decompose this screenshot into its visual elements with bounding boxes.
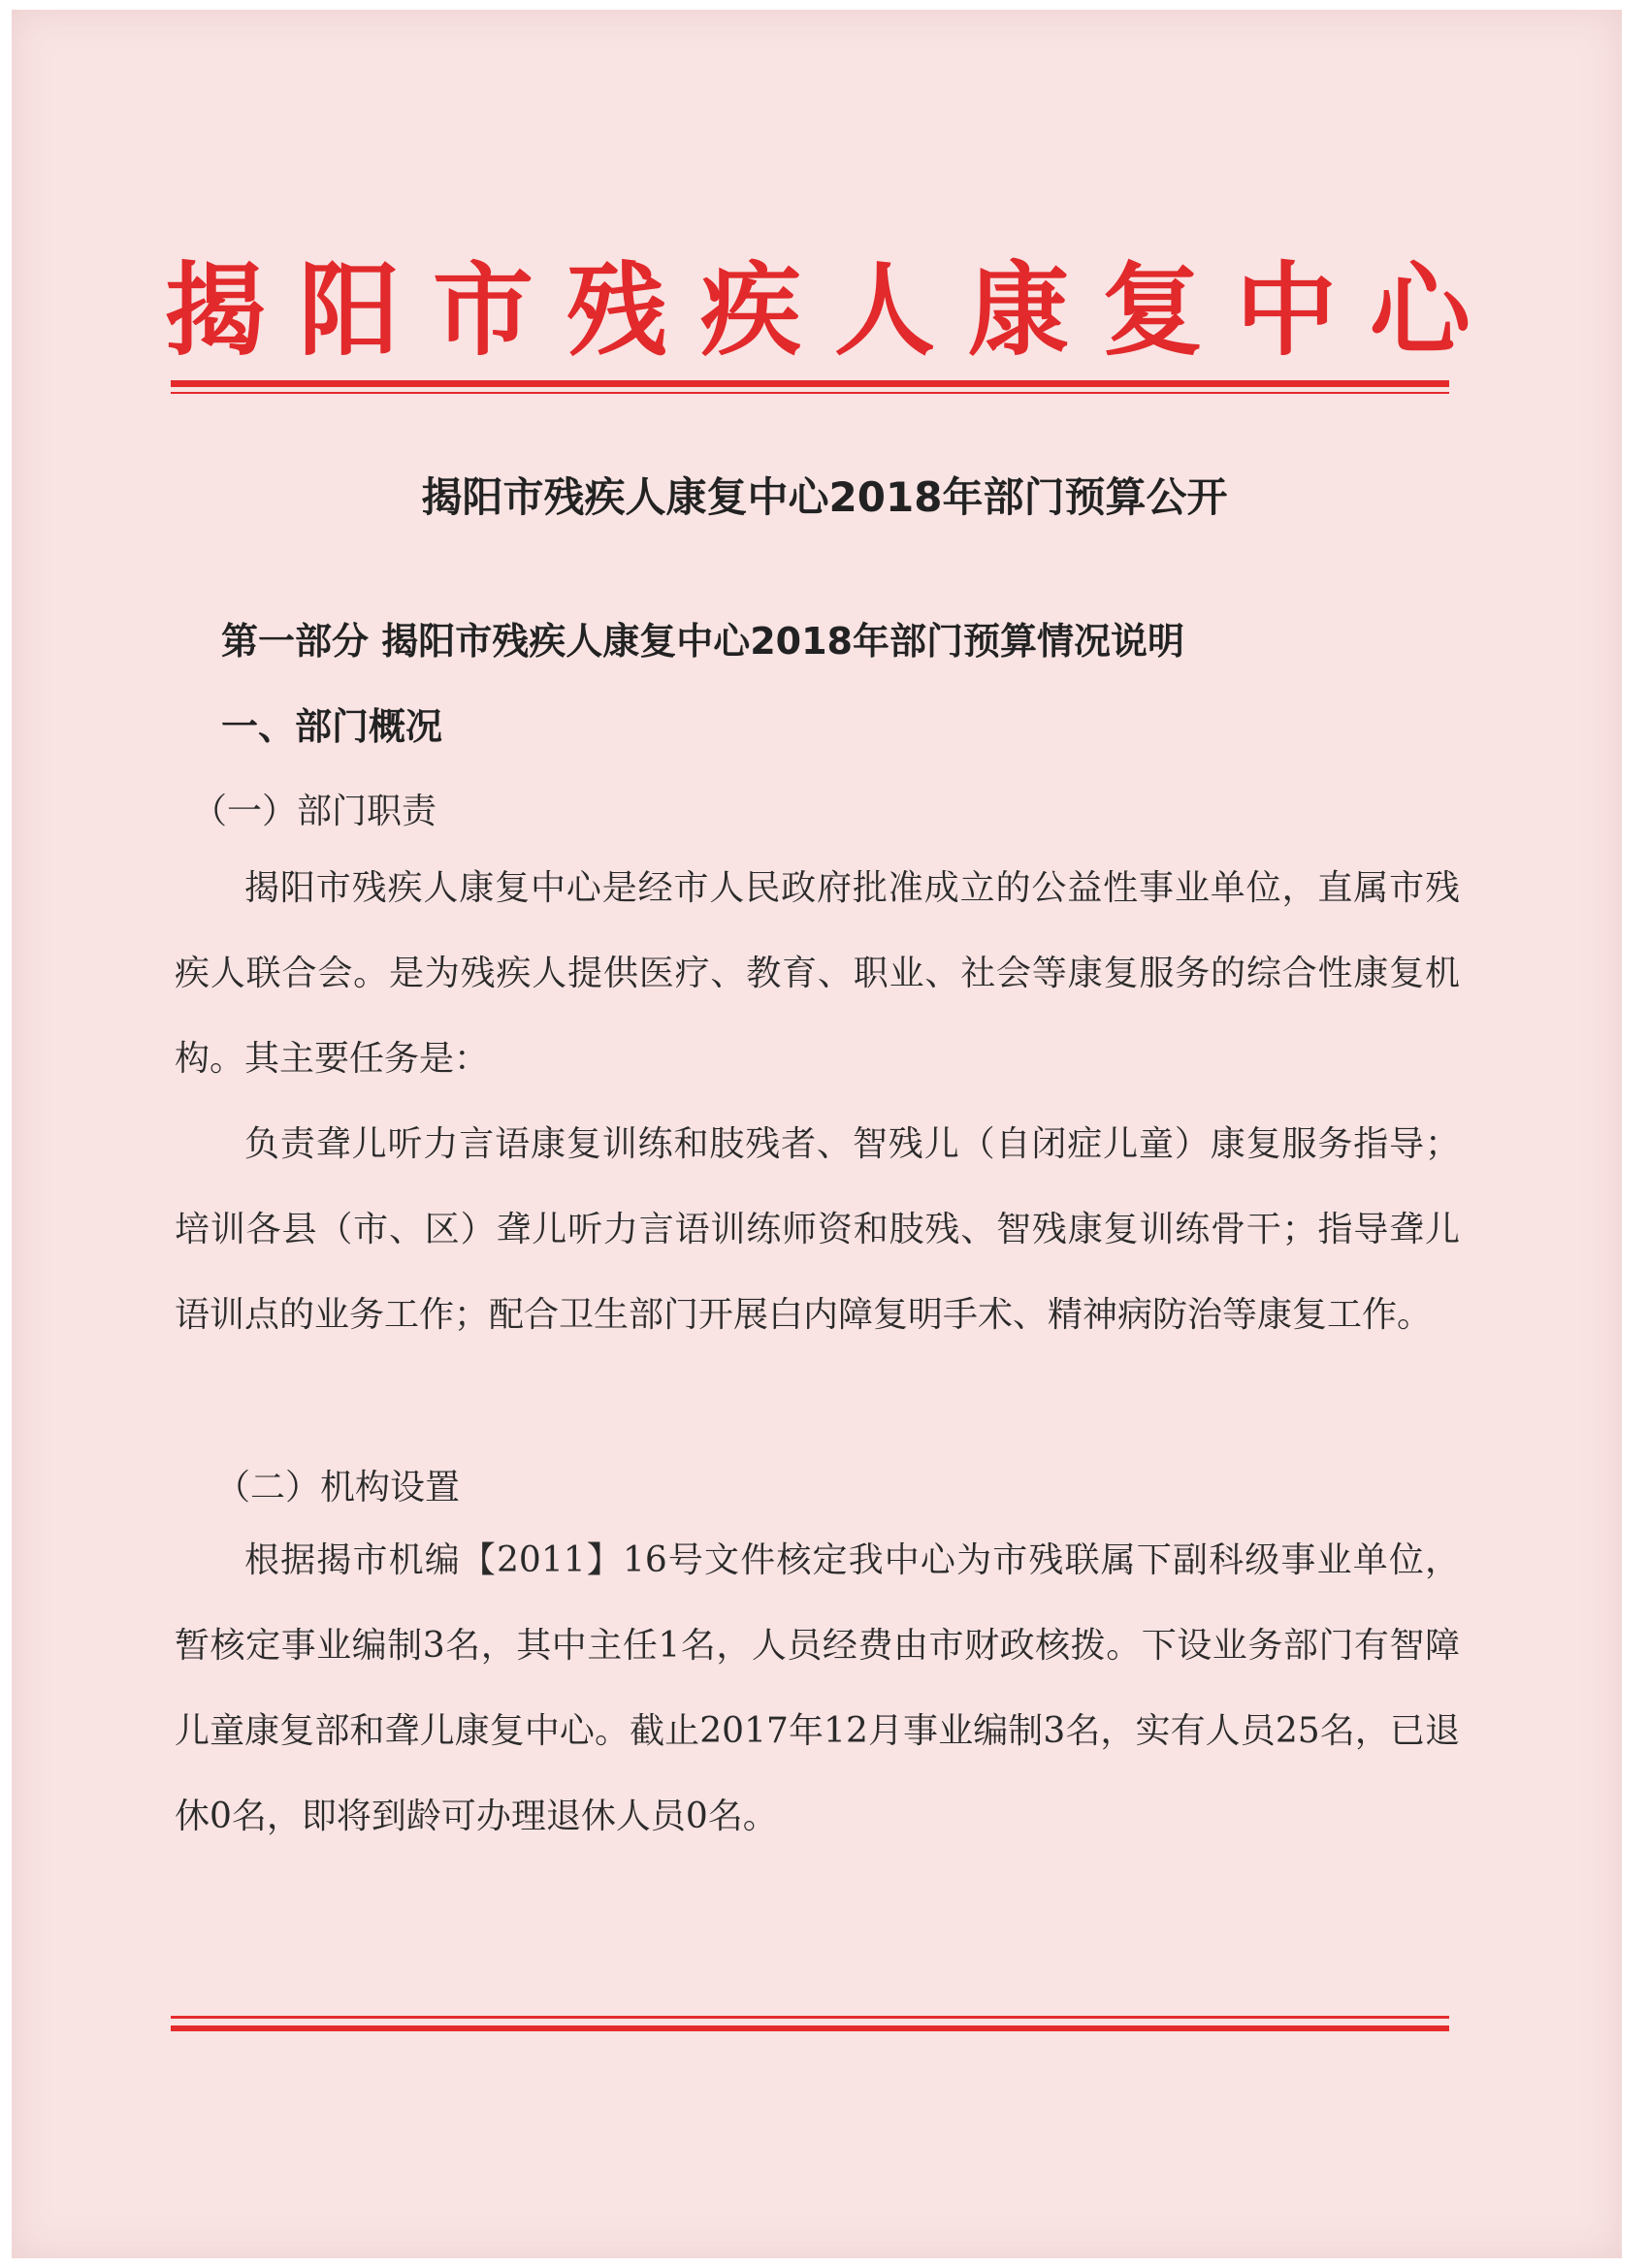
paragraph-structure: 根据揭市机编【2011】16号文件核定我中心为市残联属下副科级事业单位，暂核定事业编制3名，其中主任1名，人员经费由市财政核拨。下设业务部门有智障儿童康复部和聋儿康复中心。截止2017年12月事业编制3名，实有人员25名，已退休0名，即将到龄可办理退休人员0名。 xyxy=(175,1540,1460,1836)
footer-rule-thin xyxy=(171,2016,1449,2019)
letterhead-top-rule-thin xyxy=(171,392,1449,394)
subsection-heading-structure: （二）机构设置 xyxy=(215,1468,461,1507)
part-heading: 第一部分 揭阳市残疾人康复中心2018年部门预算情况说明 xyxy=(221,620,1184,663)
paragraph-duties-tasks: 负责聋儿听力言语康复训练和肢残者、智残儿（自闭症儿童）康复服务指导；培训各县（市、区）聋儿听力言语训练师资和肢残、智残康复训练骨干；指导聋儿语训点的业务工作；配合卫生部门开展白内障复明手术、精神病防治等康复工作。 xyxy=(175,1124,1460,1335)
paragraph-duties-intro: 揭阳市残疾人康复中心是经市人民政府批准成立的公益性事业单位，直属市残疾人联合会。是为残疾人提供医疗、教育、职业、社会等康复服务的综合性康复机构。其主要任务是： xyxy=(175,868,1460,1079)
footer-rule-thick xyxy=(171,2025,1449,2031)
subsection-heading-duties: （一）部门职责 xyxy=(192,792,437,831)
document-title: 揭阳市残疾人康复中心2018年部门预算公开 xyxy=(421,473,1228,521)
section-heading: 一、部门概况 xyxy=(221,705,443,748)
letterhead-top-rule-thick xyxy=(171,380,1449,387)
letterhead-org-name: 揭阳市残疾人康复中心 xyxy=(165,250,1504,370)
